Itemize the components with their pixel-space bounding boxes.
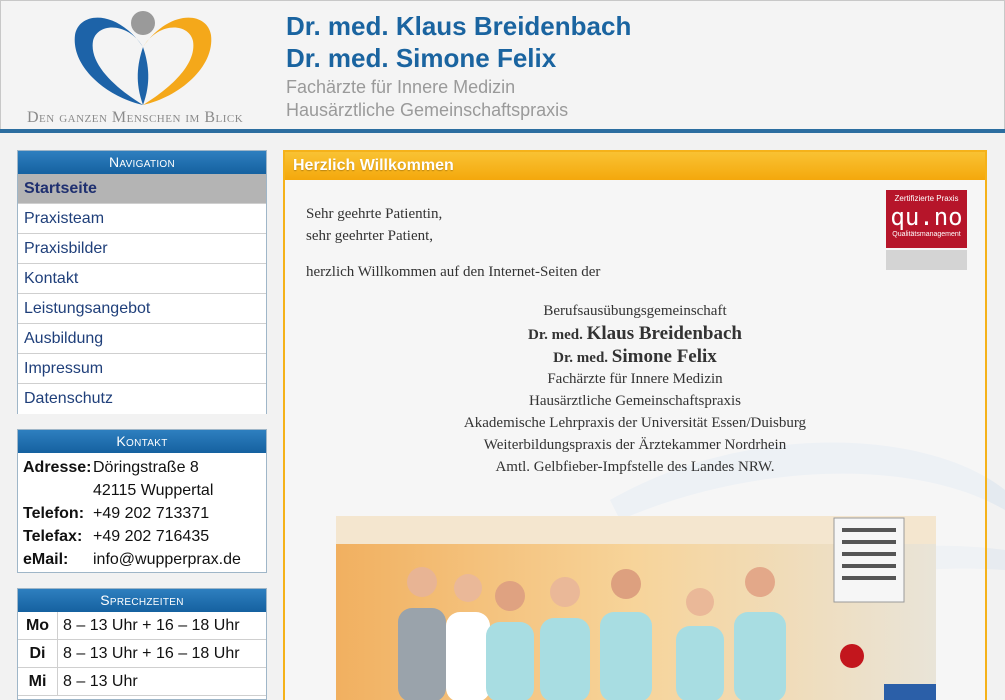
- info-doctor-2: [285, 345, 985, 368]
- hours-time: 8 – 13 Uhr + 16 – 18 Uhr: [63, 617, 240, 634]
- doctor-2-name: Simone Felix: [611, 346, 717, 367]
- hours-day: Mo: [18, 612, 58, 639]
- fax-label: Telefax:: [23, 528, 83, 545]
- greeting-line-1: Sehr geehrte Patientin,: [306, 206, 443, 222]
- contact-title: Kontakt: [18, 430, 266, 453]
- nav-item-startseite[interactable]: Startseite: [18, 174, 266, 204]
- info-gelbfieber: Amtl. Gelbfieber-Impfstelle des Landes NRW.: [495, 459, 775, 475]
- navigation-title: Navigation: [18, 151, 266, 174]
- contact-box: [17, 429, 267, 573]
- hours-time: 8 – 13 Uhr: [63, 673, 138, 690]
- header-divider: [0, 129, 1005, 133]
- office-hours-box: [17, 588, 267, 700]
- badge-footer: [886, 250, 967, 270]
- nav-item-impressum[interactable]: Impressum: [18, 354, 266, 384]
- main-title: Herzlich Willkommen: [285, 152, 985, 180]
- navigation-list: [18, 174, 266, 414]
- nav-item-kontakt[interactable]: Kontakt: [18, 264, 266, 294]
- info-fachaerzte: Fachärzte für Innere Medizin: [547, 371, 723, 387]
- doctor-prefix: Dr. med.: [553, 350, 609, 366]
- info-weiterbildung: Weiterbildungspraxis der Ärztekammer Nordrhein: [483, 437, 787, 453]
- contact-email-row: [18, 548, 266, 571]
- welcome-text: herzlich Willkommen auf den Internet-Seiten der: [306, 264, 601, 280]
- navigation-box: [17, 150, 267, 414]
- doctor-prefix: Dr. med.: [528, 327, 583, 343]
- header-doctor-1: Dr. med. Klaus Breidenbach: [286, 11, 632, 41]
- address-line-1: Döringstraße 8: [93, 459, 199, 476]
- info-hausaerztlich: Hausärztliche Gemeinschaftspraxis: [529, 393, 741, 409]
- hours-row-di: [18, 640, 266, 668]
- badge-brand: qu.no: [890, 203, 963, 231]
- main-content: [283, 150, 987, 700]
- doctor-1-name: Klaus Breidenbach: [586, 323, 742, 344]
- info-doctor-1: [285, 322, 985, 345]
- hours-row-mi: [18, 668, 266, 696]
- info-lehrpraxis: Akademische Lehrpraxis der Universität Essen/Duisburg: [463, 415, 807, 431]
- site-header: [0, 0, 1005, 132]
- fax-value: +49 202 716435: [93, 528, 210, 545]
- header-doctor-2: Dr. med. Simone Felix: [286, 43, 557, 73]
- greeting-line-2: sehr geehrter Patient,: [306, 228, 434, 244]
- header-subtitle-1: Fachärzte für Innere Medizin: [286, 77, 516, 97]
- hours-time: 8 – 13 Uhr + 16 – 18 Uhr: [63, 645, 240, 662]
- nav-item-leistungsangebot[interactable]: Leistungsangebot: [18, 294, 266, 324]
- practice-info-block: [285, 300, 985, 478]
- quno-certificate-badge[interactable]: [886, 190, 967, 272]
- badge-top-text: Zertifizierte Praxis: [894, 194, 959, 203]
- badge-sub-text: Qualitätsmanagement: [892, 231, 961, 238]
- contact-fax-row: [18, 525, 266, 548]
- nav-item-praxisteam[interactable]: Praxisteam: [18, 204, 266, 234]
- team-photo: [336, 516, 936, 700]
- phone-label: Telefon:: [23, 505, 85, 522]
- nav-item-praxisbilder[interactable]: Praxisbilder: [18, 234, 266, 264]
- header-subtitle-2: Hausärztliche Gemeinschaftspraxis: [286, 100, 569, 120]
- office-hours-title: Sprechzeiten: [18, 589, 266, 612]
- address-line-2: 42115 Wuppertal: [93, 482, 214, 499]
- phone-value[interactable]: +49 202 713371: [93, 505, 210, 522]
- email-link[interactable]: info@wupperprax.de: [93, 551, 241, 568]
- tagline: Den ganzen Menschen im Blick: [27, 109, 244, 126]
- nav-item-datenschutz[interactable]: Datenschutz: [18, 384, 266, 414]
- email-label: eMail:: [23, 551, 69, 568]
- info-bag: Berufsausübungsgemeinschaft: [543, 303, 727, 319]
- nav-item-ausbildung[interactable]: Ausbildung: [18, 324, 266, 354]
- contact-address-row: [18, 456, 266, 479]
- contact-phone-row: [18, 502, 266, 525]
- practice-logo-icon[interactable]: [67, 7, 219, 111]
- hours-day: Mi: [18, 668, 58, 695]
- address-label: Adresse:: [23, 459, 92, 476]
- hours-day: Di: [18, 640, 58, 667]
- contact-address-row-2: [18, 479, 266, 502]
- hours-row-mo: [18, 612, 266, 640]
